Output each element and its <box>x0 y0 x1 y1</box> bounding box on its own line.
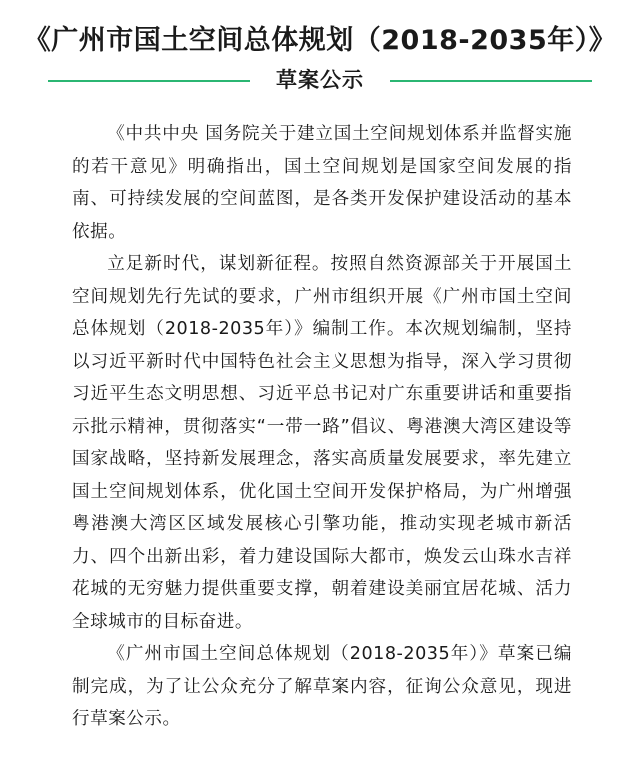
document-body <box>72 118 572 736</box>
document-title: 《广州市国土空间总体规划（2018-2035年）》 <box>23 25 617 56</box>
subtitle-row <box>0 64 640 98</box>
paragraph-main: 立足新时代，谋划新征程。按照自然资源部关于开展国土空间规划先行先试的要求，广州市组织开展《广州市国土空间总体规划（2018-2035年）》编制工作。本次规划编制，坚持以习近平新时代中国特色社会主义思想为指导，深入学习贯彻习近平生态文明思想、习近平总书记对广东重要讲话和重要指示批示精神，贯彻落实“一带一路”倡议、粤港澳大湾区建设等国家战略，坚持新发展理念，落实高质量发展要求，率先建立国土空间规划体系，优化国土空间开发保护格局，为广州增强粤港澳大湾区区域发展核心引擎功能，推动实现老城市新活力、四个出新出彩，着力建设国际大都市，焕发云山珠水吉祥花城的无穷魅力提供重要支撑，朝着建设美丽宜居花城、活力全球城市的目标奋进。 <box>72 254 572 632</box>
paragraph-announcement: 《广州市国土空间总体规划（2018-2035年）》草案已编制完成，为了让公众充分了解草案内容，征询公众意见，现进行草案公示。 <box>72 644 572 729</box>
left-divider <box>48 80 250 82</box>
right-divider <box>390 80 592 82</box>
paragraph-intro: 《中共中央 国务院关于建立国土空间规划体系并监督实施的若干意见》明确指出，国土空间规划是国家空间发展的指南、可持续发展的空间蓝图，是各类开发保护建设活动的基本依据。 <box>72 124 572 242</box>
document-subtitle: 草案公示 <box>276 68 364 92</box>
